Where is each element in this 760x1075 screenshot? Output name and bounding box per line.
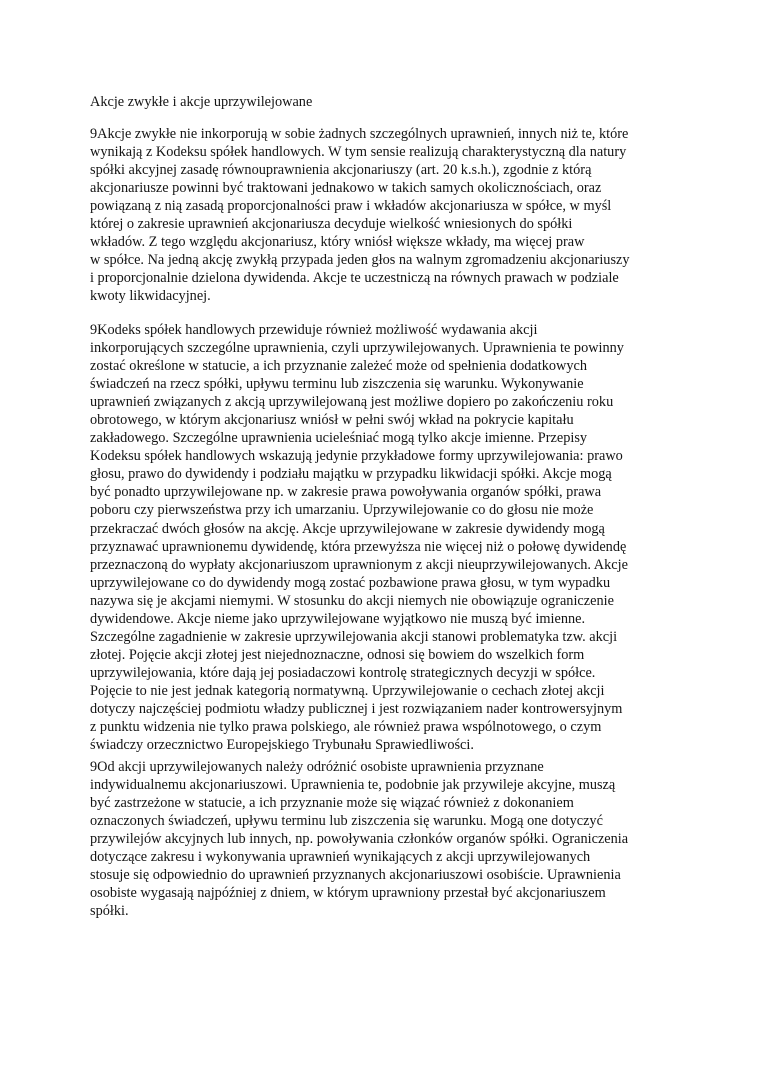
paragraph-line: kwoty likwidacyjnej. (90, 288, 211, 305)
document-title: Akcje zwykłe i akcje uprzywilejowane (90, 94, 313, 110)
paragraph-line: wynikają z Kodeksu spółek handlowych. W tym sensie realizują charakterystyczną dla natury (90, 144, 627, 161)
paragraph-line: której o zakresie uprawnień akcjonariusza decyduje wielkość wniesionych do spółki (90, 216, 573, 233)
paragraph-2 (90, 321, 628, 754)
paragraph-line: 9Kodeks spółek handlowych przewiduje również możliwość wydawania akcji (90, 322, 538, 338)
paragraph-line: spółki akcyjnej zasadę równouprawnienia akcjonariuszy (art. 20 k.s.h.), zgodnie z którą (90, 162, 592, 179)
paragraph-line: zostać określone w statucie, a ich przyznanie zależeć może od spełnienia dodatkowych (90, 358, 587, 375)
paragraph-line: indywidualnemu akcjonariuszowi. Uprawnienia te, podobnie jak przywileje akcyjne, muszą (90, 777, 616, 794)
paragraph-line: przywilejów akcyjnych lub innych, np. powoływania członków organów spółki. Ograniczenia (90, 831, 629, 848)
paragraph-line: głosu, prawo do dywidendy i podziału majątku w przypadku likwidacji spółki. Akcje mogą (90, 466, 612, 483)
paragraph-line: obrotowego, w którym akcjonariusz wniósł w pełni swój wkład na pokrycie kapitału (90, 412, 574, 429)
paragraph-line: świadczy orzecznictwo Europejskiego Trybunału Sprawiedliwości. (90, 737, 474, 754)
paragraph-line: świadczeń na rzecz spółki, upływu terminu lub ziszczenia się warunku. Wykonywanie (90, 376, 584, 393)
paragraph-line: wkładów. Z tego względu akcjonariusz, który wniósł większe wkłady, ma więcej praw (90, 234, 585, 251)
paragraph-line: z punktu widzenia nie tylko prawa polskiego, ale również prawa wspólnotowego, o czym (90, 719, 602, 736)
paragraph-line: uprzywilejowania, które dają jej posiadaczowi kontrolę strategicznych decyzji w spółce. (90, 664, 596, 681)
paragraph-line: uprzywilejowane co do dywidendy mogą zostać pozbawione prawa głosu, w tym wypadku (90, 574, 611, 591)
paragraph-1 (90, 125, 630, 305)
paragraph-line: uprawnień związanych z akcją uprzywilejowaną jest możliwe dopiero po zakończeniu roku (90, 394, 614, 411)
paragraph-line: Szczególne zagadnienie w zakresie uprzywilejowania akcji stanowi problematyka tzw. akcji (90, 628, 618, 645)
paragraph-line: dywidendowe. Akcje nieme jako uprzywilejowane wyjątkowo nie muszą być imienne. (90, 610, 586, 627)
paragraph-line: nazywa się je akcjami niemymi. W stosunku do akcji niemych nie obowiązuje ograniczenie (90, 592, 614, 609)
paragraph-line: przeznaczoną do wypłaty akcjonariuszom uprawnionym z akcji nieuprzywilejowanych. Akcje (90, 556, 628, 573)
paragraph-line: przyznawać uprawnionemu dywidendę, która przewyższa nie więcej niż o połowę dywidendę (90, 538, 627, 555)
paragraph-line: przekraczać dwóch głosów na akcję. Akcje uprzywilejowane w zakresie dywidendy mogą (90, 520, 605, 537)
paragraph-line: być zastrzeżone w statucie, a ich przyznanie może się wiązać również z dokonaniem (90, 795, 574, 812)
paragraph-line: poboru czy pierwszeństwa przy ich umarzaniu. Uprzywilejowanie co do głosu nie może (90, 502, 594, 519)
paragraph-line: powiązaną z nią zasadą proporcjonalności praw i wkładów akcjonariusza w spółce, w myśl (90, 198, 612, 215)
paragraph-line: być ponadto uprzywilejowane np. w zakresie prawa powoływania organów spółki, prawa (90, 484, 602, 501)
paragraph-3 (90, 758, 628, 920)
paragraph-line: dotyczące zakresu i wykonywania uprawnień wynikających z akcji uprzywilejowanych (90, 849, 591, 866)
paragraph-line: dotyczy najczęściej podmiotu władzy publicznej i jest rozwiązaniem nader kontrowersyjnym (90, 700, 623, 717)
paragraph-line: stosuje się odpowiednio do uprawnień przyznanych akcjonariuszowi osobiście. Uprawnienia (90, 867, 621, 884)
paragraph-line: akcjonariusze powinni być traktowani jednakowo w takich samych okolicznościach, oraz (90, 180, 602, 197)
paragraph-line: w spółce. Na jedną akcję zwykłą przypada jeden głos na walnym zgromadzeniu akcjonariuszy (90, 252, 630, 269)
paragraph-line: złotej. Pojęcie akcji złotej jest niejednoznaczne, odnosi się bowiem do wszelkich form (90, 646, 585, 663)
paragraph-line: i proporcjonalnie dzielona dywidenda. Akcje te uczestniczą na równych prawach w podziale (90, 270, 619, 287)
paragraph-line: 9Od akcji uprzywilejowanych należy odróżnić osobiste uprawnienia przyznane (90, 759, 544, 775)
paragraph-line: osobiste wygasają najpóźniej z dniem, w którym uprawniony przestał być akcjonariuszem (90, 885, 606, 902)
paragraph-line: spółki. (90, 903, 129, 920)
paragraph-line: Kodeksu spółek handlowych wskazują jedynie przykładowe formy uprzywilejowania: prawo (90, 448, 623, 465)
paragraph-line: oznaczonych świadczeń, upływu terminu lub ziszczenia się warunku. Mogą one dotyczyć (90, 813, 603, 830)
paragraph-line: zakładowego. Szczególne uprawnienia ucieleśniać mogą tylko akcje imienne. Przepisy (90, 430, 588, 447)
paragraph-line: inkorporujących szczególne uprawnienia, czyli uprzywilejowanych. Uprawnienia te powinny (90, 340, 624, 357)
paragraph-line: Pojęcie to nie jest jednak kategorią normatywną. Uprzywilejowanie o cechach złotej akcji (90, 682, 605, 699)
paragraph-line: 9Akcje zwykłe nie inkorporują w sobie żadnych szczególnych uprawnień, innych niż te, które (90, 126, 629, 142)
